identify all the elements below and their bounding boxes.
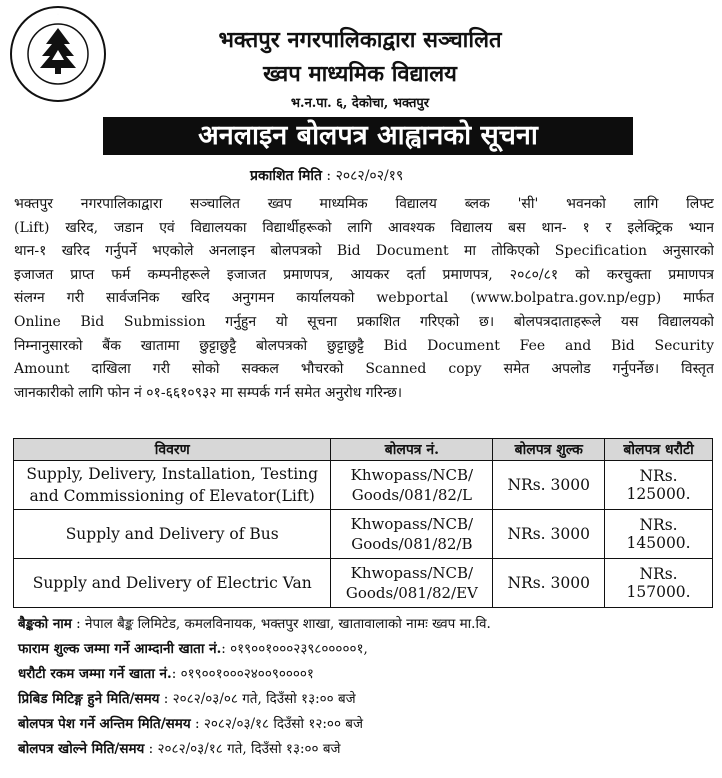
body-line: Amount दाखिला गरी सोको सक्कल भौचरको Scanned copy समेत अपलोड गर्नुपर्नेछ। विस्तृत [14, 361, 714, 378]
bid-number-line: Goods/081/82/EV [345, 584, 478, 602]
cell-description: Supply and Delivery of Electric Van [14, 559, 331, 608]
detail-label: फाराम शुल्क जम्मा गर्ने आम्दानी खाता नं. [18, 641, 222, 657]
detail-label: बैङ्कको नाम [18, 616, 72, 632]
detail-bank-name [18, 612, 718, 637]
school-name: ख्वप माध्यमिक विद्यालय [263, 61, 457, 87]
body-line: थान-१ खरिद गर्नुपर्ने भएकोले अनलाइन बोलपत्रको Bid Document मा तोकिएको Specification अनुसारको [14, 243, 714, 260]
cell-bid-number [331, 461, 493, 510]
detail-label: प्रिबिड मिटिङ्ग हुने मिति/समय [18, 691, 160, 707]
notice-body [14, 193, 714, 405]
detail-value: : नेपाल बैङ्क लिमिटेड, कमलविनायक, भक्तपुर शाखा, खातावालाको नामः ख्वप मा.वि. [71, 616, 491, 632]
bid-number-line: Khwopass/NCB/ [350, 466, 474, 484]
detail-label: धरौटी रकम जम्मा गर्ने खाता नं. [18, 666, 172, 682]
detail-value: : ०१९००१०००२४००९००००१ [171, 666, 314, 682]
bid-number-line: Khwopass/NCB/ [350, 564, 474, 582]
cell-bid-security: NRs. 157000. [605, 559, 713, 608]
cell-bid-security: NRs. 125000. [605, 461, 713, 510]
column-header-bid-number: बोलपत्र नं. [331, 439, 493, 461]
description-line: Supply, Delivery, Installation, Testing [26, 465, 319, 483]
detail-submission-deadline [18, 712, 718, 737]
notice-title-banner: अनलाइन बोलपत्र आह्वानको सूचना [103, 117, 633, 155]
detail-security-account [18, 662, 718, 687]
cell-bid-fee: NRs. 3000 [493, 510, 605, 559]
bid-number-line: Goods/081/82/B [351, 535, 473, 553]
column-header-bid-security: बोलपत्र धरौटी [605, 439, 713, 461]
detail-label: बोलपत्र खोल्ने मिति/समय [18, 741, 145, 757]
body-line: भक्तपुर नगरपालिकाद्वारा सञ्चालित ख्वप माध्यमिक विद्यालय ब्लक 'सी' भवनको लागि लिफ्ट [14, 196, 714, 212]
school-logo [10, 6, 106, 102]
detail-fee-account [18, 637, 718, 662]
body-line: संलग्न गरी सार्वजनिक खरिद अनुगमन कार्यालयको webportal (www.bolpatra.gov.np/egp) मार्फत [14, 290, 714, 307]
table-header-row [14, 439, 713, 461]
bank-details [18, 612, 718, 762]
body-line: Online Bid Submission गर्नुहुन यो सूचना प्रकाशित गरिएको छ। बोलपत्रदाताहरूले यस विद्यालयको [14, 313, 714, 330]
detail-value: : ०१९००१०००२३९८०००००१, [221, 641, 368, 657]
cell-description [14, 461, 331, 510]
detail-value: : २०८२/०३/१८ गते, दिउँसो १३:०० बजे [144, 741, 341, 757]
cell-bid-number [331, 510, 493, 559]
detail-value: : २०८२/०३/१८ दिउँसो १२:०० बजे [190, 716, 363, 732]
detail-prebid-meeting [18, 687, 718, 712]
school-emblem-icon [12, 8, 104, 100]
body-line: इजाजत प्राप्त फर्म कम्पनीहरूले इजाजत प्रमाणपत्र, आयकर दर्ता प्रमाणपत्र, २०८०/८१ को करचुक्ता प्रमाणपत्र [14, 266, 714, 283]
column-header-description: विवरण [14, 439, 331, 461]
cell-description: Supply and Delivery of Bus [14, 510, 331, 559]
table-row [14, 461, 713, 510]
body-line: निम्नानुसारको बैंक खातामा छुट्टाछुट्टै बोलपत्रको छुट्टाछुट्टै Bid Document Fee and Bid Security [14, 337, 714, 354]
municipality-title: भक्तपुर नगरपालिकाद्वारा सञ्चालित [218, 27, 502, 53]
cell-bid-number [331, 559, 493, 608]
description-line: and Commissioning of Elevator(Lift) [29, 487, 315, 505]
detail-value: : २०८२/०३/०८ गते, दिउँसो १३:०० बजे [159, 691, 356, 707]
published-date-value: : २०८२/०२/१९ [326, 168, 404, 184]
detail-bid-opening [18, 737, 718, 762]
cell-bid-fee: NRs. 3000 [493, 559, 605, 608]
school-address: भ.न.पा. ६, देकोचा, भक्तपुर [290, 96, 430, 111]
detail-label: बोलपत्र पेश गर्ने अन्तिम मिति/समय [18, 716, 191, 732]
body-line: जानकारीको लागि फोन नं ०१-६६१०९३२ मा सम्पर्क गर्न समेत अनुरोध गरिन्छ। [14, 384, 403, 401]
bid-number-line: Goods/081/82/L [351, 486, 472, 504]
cell-bid-security: NRs. 145000. [605, 510, 713, 559]
published-date [250, 166, 403, 185]
table-row [14, 510, 713, 559]
table-row [14, 559, 713, 608]
bid-table [13, 438, 713, 608]
published-date-label: प्रकाशित मिति [250, 168, 322, 184]
column-header-bid-fee: बोलपत्र शुल्क [493, 439, 605, 461]
bid-number-line: Khwopass/NCB/ [350, 515, 474, 533]
cell-bid-fee: NRs. 3000 [493, 461, 605, 510]
body-line: (Lift) खरिद, जडान एवं विद्यालयका विद्यार्थीहरूको लागि आवश्यक विद्यालय बस थान- १ र इलेक्ट्रिक भ्यान [14, 219, 714, 236]
